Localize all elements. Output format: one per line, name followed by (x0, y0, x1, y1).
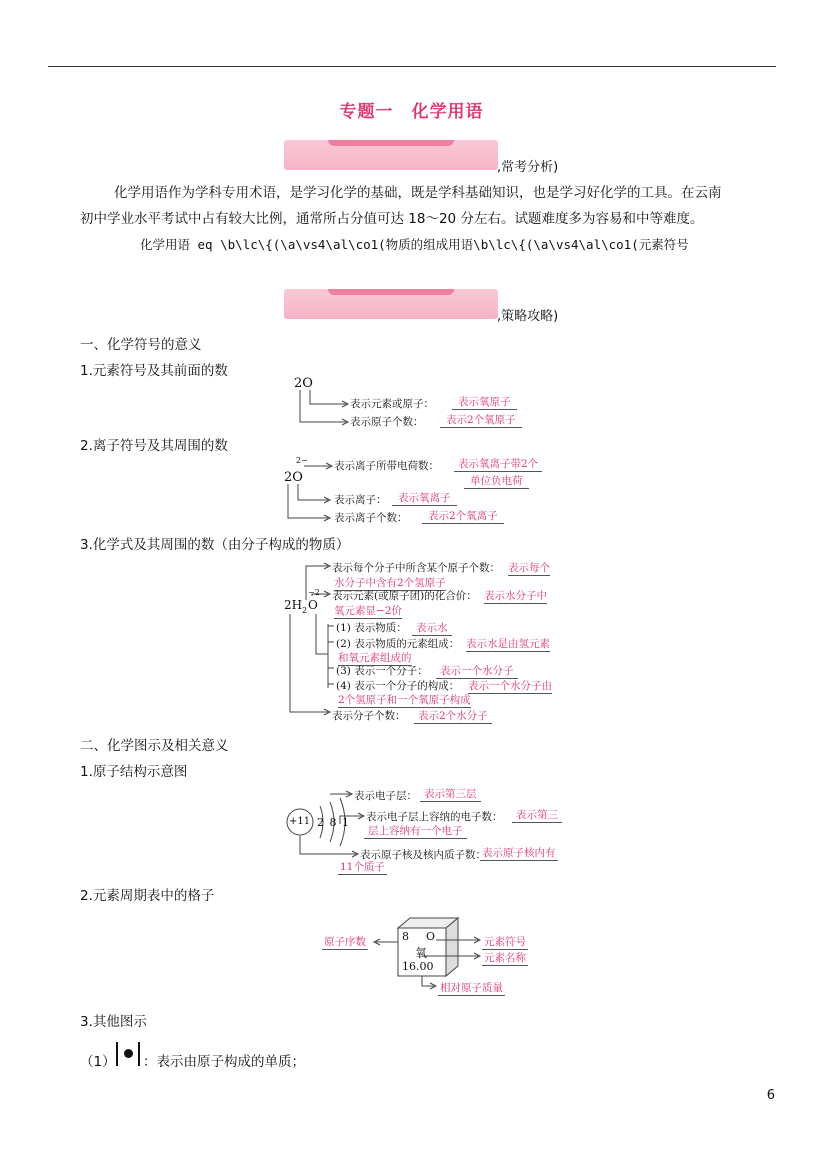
fig2-row1-answer-a: 表示氧离子带2个 (454, 456, 542, 472)
fig5-atomic-mass: 16.00 (402, 960, 434, 973)
fig5-atomic-number: 8 (402, 930, 409, 943)
fig4-r3-answer-b: 11个质子 (340, 861, 385, 873)
fig3-r7-label: 表示分子个数： (332, 710, 406, 722)
subheading-ion-symbol: 2.离子符号及其周围的数 (80, 438, 228, 454)
item-1-text: ：表示由原子构成的单质； (143, 1054, 305, 1070)
fig1-row2-answer: 表示2个氧原子 (440, 412, 522, 428)
banner-analysis-label: ,常考分析) (497, 160, 559, 175)
fig1-row2-label: 表示原子个数： (350, 416, 424, 428)
fig3-r6-label: (4) 表示一个分子的构成： (336, 680, 460, 692)
section-banner-analysis (284, 140, 498, 170)
fig4-r2-label: 表示电子层上容纳的电子数： (366, 811, 503, 823)
fig3-r4-answer-b: 和氧元素组成的 (338, 652, 412, 664)
fig3-r1-answer-b: 水分子中含有2个氢原子 (334, 577, 446, 589)
page-number: 6 (766, 1088, 775, 1103)
fig2-row1-label: 表示离子所带电荷数： (334, 460, 439, 472)
fig4-r3-label: 表示原子核及核内质子数： (360, 849, 486, 861)
fig2-charge: 2− (296, 456, 308, 465)
fig4-r1-label: 表示电子层： (354, 790, 417, 802)
fig2-symbol: 2O (284, 470, 303, 485)
fig3-r6-answer-a: 表示一个水分子由 (468, 680, 552, 692)
subheading-atom-structure: 1.原子结构示意图 (80, 764, 188, 780)
intro-line-2: 初中学业水平考试中占有较大比例，通常所占分值可达 18～20 分左右。试题难度多为容易和中等难度。 (80, 211, 704, 227)
fig4-shells: 2 8 1 (317, 816, 350, 829)
fig2-row3-label: 表示离子个数： (334, 512, 408, 524)
fig5-element-name: 氧 (415, 946, 428, 960)
fig4-r2-answer-a: 表示第三 (512, 807, 562, 823)
equation-field-line: 化学用语 eq \b\lc\{(\a\vs4\al\co1(物质的组成用语\b\lc\{(\a\vs4\al\co1(元素符号 (140, 237, 689, 252)
subheading-element-symbol: 1.元素符号及其前面的数 (80, 363, 228, 379)
fig4-nucleus: +11 (289, 816, 311, 827)
fig3-r2-answer-b: 氧元素显−2价 (334, 605, 402, 617)
fig2-row2-answer: 表示氧离子 (392, 490, 457, 506)
subheading-periodic-cell: 2.元素周期表中的格子 (80, 888, 215, 904)
section-heading-symbols: 一、化学符号的意义 (80, 337, 202, 353)
fig1-row1-label: 表示元素或原子： (350, 398, 434, 410)
fig4-r2-answer-b: 层上容纳有一个电子 (364, 823, 467, 839)
fig3-r1-answer-a: 表示每个 (508, 562, 550, 574)
fig3-r3-answer: 表示水 (412, 620, 452, 636)
banner-strategy-label: ,策略攻略) (497, 309, 559, 324)
intro-line-1: 化学用语作为学科专用术语，是学习化学的基础，既是学科基础知识，也是学习好化学的工具。在云南 (114, 185, 722, 201)
fig5-label-element-symbol: 元素符号 (484, 936, 526, 948)
fig3-r4-answer-a: 表示水是由氢元素 (466, 638, 550, 650)
fig3-r7-answer: 表示2个水分子 (414, 708, 492, 724)
figure-atomic-structure (284, 784, 568, 874)
figure-ion-symbol (282, 454, 568, 528)
fig2-row2-label: 表示离子： (334, 494, 387, 506)
subheading-formula: 3.化学式及其周围的数（由分子构成的物质） (80, 537, 350, 553)
fig3-oxygen: O (308, 598, 318, 612)
fig3-r6-answer-b: 2个氢原子和一个氧原子构成 (338, 694, 471, 706)
fig5-label-element-name: 元素名称 (484, 952, 526, 964)
fig5-label-atomic-mass: 相对原子质量 (440, 982, 503, 994)
fig3-r5-answer: 表示一个水分子 (436, 663, 518, 679)
item-1-number: （1） (80, 1054, 116, 1070)
fig3-symbol-2h: 2H (284, 598, 303, 612)
figure-periodic-table-cell (318, 914, 532, 996)
fig1-row1-answer: 表示氧原子 (452, 394, 517, 410)
fig3-r4-label: (2) 表示物质的元素组成： (336, 638, 460, 650)
single-atom-box (116, 1042, 140, 1066)
figure-element-symbol (286, 378, 550, 432)
fig5-label-atomic-number: 原子序数 (324, 936, 366, 948)
fig2-row1-answer-b: 单位负电荷 (464, 473, 529, 489)
fig2-row3-answer: 表示2个氧离子 (422, 508, 504, 524)
page-title: 专题一 化学用语 (339, 102, 484, 122)
fig3-valence: −2 (308, 588, 320, 597)
fig3-r2-label: 表示元素(或原子团)的化合价： (332, 590, 477, 602)
fig4-r3-answer-a: 表示原子核内有 (482, 847, 556, 859)
fig3-r5-label: (3) 表示一个分子： (336, 665, 428, 677)
atom-dot-icon (124, 1049, 133, 1058)
fig4-r1-answer: 表示第三层 (420, 786, 481, 802)
fig3-r2-answer-a: 表示水分子中 (484, 590, 547, 602)
section-banner-strategy (284, 289, 498, 319)
figure-chemical-formula (282, 560, 568, 722)
section-heading-diagrams: 二、化学图示及相关意义 (80, 738, 229, 754)
fig3-r1-label: 表示每个分子中所含某个原子个数： (332, 562, 500, 574)
fig5-element-symbol: O (426, 930, 436, 943)
subheading-other-diagrams: 3.其他图示 (80, 1014, 147, 1030)
fig3-subscript: 2 (302, 606, 308, 615)
header-rule (48, 66, 776, 67)
fig3-r3-label: (1) 表示物质： (336, 622, 407, 634)
fig1-symbol: 2O (294, 376, 313, 391)
